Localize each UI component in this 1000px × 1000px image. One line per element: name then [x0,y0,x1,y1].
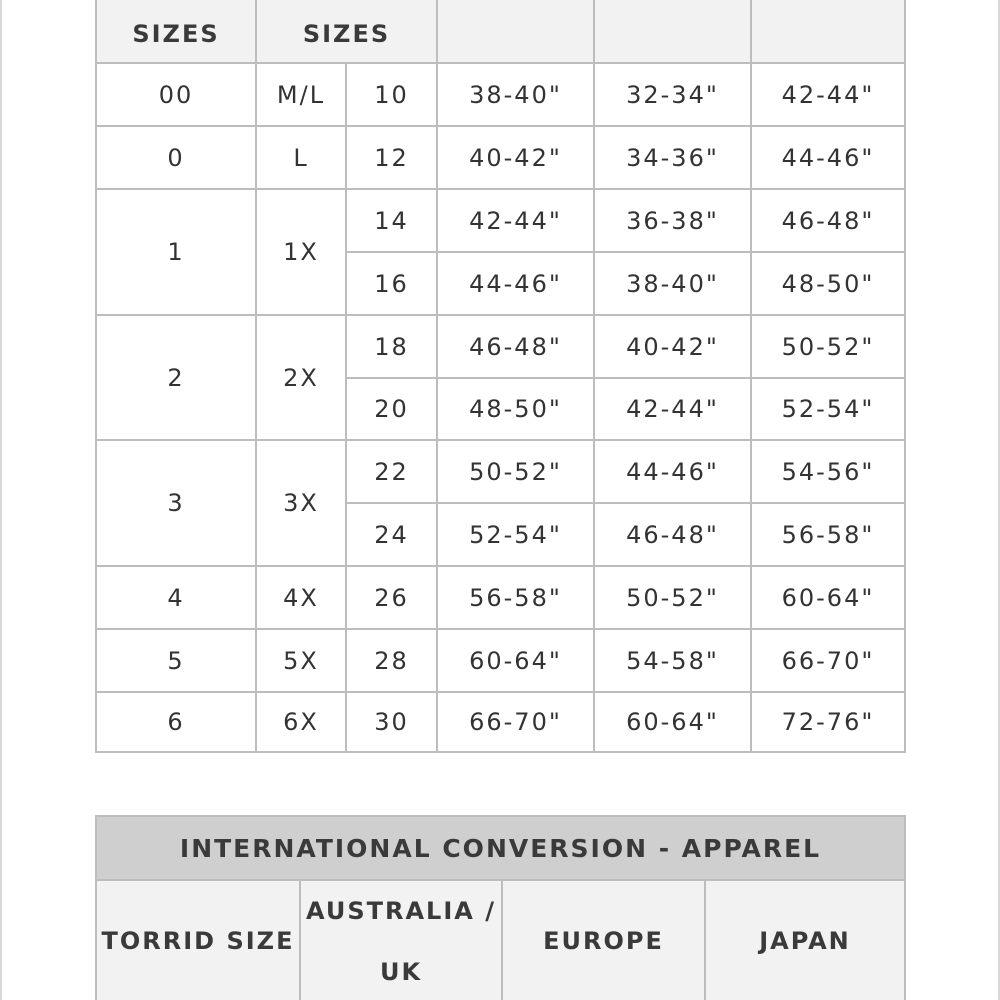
torrid-size-cell: 4 [95,565,257,630]
numeric-size-cell: 24 [345,502,438,567]
torrid-size-cell: 5 [95,628,257,693]
bust-cell: 38-40" [436,62,595,127]
waist-cell: 46-48" [593,502,752,567]
low-hip-cell: 48-50" [750,251,906,316]
numeric-size-cell: 20 [345,377,438,441]
header-australia-uk: AUSTRALIA / UK [299,879,503,1000]
waist-cell: 38-40" [593,251,752,316]
header-low-hip [750,0,906,64]
torrid-size-cell: 1 [95,188,257,316]
header-europe: EUROPE [501,879,706,1000]
waist-cell: 54-58" [593,628,752,693]
bust-cell: 52-54" [436,502,595,567]
bust-cell: 56-58" [436,565,595,630]
alpha-size-cell: 6X [255,691,347,753]
low-hip-cell: 42-44" [750,62,906,127]
numeric-size-cell: 18 [345,314,438,379]
alpha-size-cell: 4X [255,565,347,630]
torrid-size-cell: 6 [95,691,257,753]
low-hip-cell: 60-64" [750,565,906,630]
bust-cell: 66-70" [436,691,595,753]
header-waist [593,0,752,64]
header-torrid-size: TORRID SIZE [95,879,301,1000]
alpha-size-cell: 2X [255,314,347,441]
torrid-size-cell: 0 [95,125,257,190]
torrid-size-cell: 00 [95,62,257,127]
waist-cell: 36-38" [593,188,752,253]
waist-cell: 50-52" [593,565,752,630]
waist-cell: 32-34" [593,62,752,127]
header-standard-sizes: SIZES [255,0,438,64]
numeric-size-cell: 16 [345,251,438,316]
bust-cell: 50-52" [436,439,595,504]
low-hip-cell: 72-76" [750,691,906,753]
numeric-size-cell: 26 [345,565,438,630]
bust-cell: 42-44" [436,188,595,253]
numeric-size-cell: 30 [345,691,438,753]
low-hip-cell: 50-52" [750,314,906,379]
low-hip-cell: 44-46" [750,125,906,190]
numeric-size-cell: 22 [345,439,438,504]
waist-cell: 34-36" [593,125,752,190]
low-hip-cell: 54-56" [750,439,906,504]
header-bust [436,0,595,64]
numeric-size-cell: 28 [345,628,438,693]
waist-cell: 60-64" [593,691,752,753]
bust-cell: 44-46" [436,251,595,316]
alpha-size-cell: 3X [255,439,347,567]
low-hip-cell: 46-48" [750,188,906,253]
waist-cell: 40-42" [593,314,752,379]
bust-cell: 60-64" [436,628,595,693]
torrid-size-cell: 3 [95,439,257,567]
bust-cell: 40-42" [436,125,595,190]
alpha-size-cell: 5X [255,628,347,693]
low-hip-cell: 52-54" [750,377,906,441]
torrid-size-cell: 2 [95,314,257,441]
conversion-title: INTERNATIONAL CONVERSION - APPAREL [95,815,906,881]
waist-cell: 44-46" [593,439,752,504]
numeric-size-cell: 10 [345,62,438,127]
low-hip-cell: 66-70" [750,628,906,693]
numeric-size-cell: 12 [345,125,438,190]
bust-cell: 46-48" [436,314,595,379]
alpha-size-cell: 1X [255,188,347,316]
alpha-size-cell: M/L [255,62,347,127]
bust-cell: 48-50" [436,377,595,441]
header-japan: JAPAN [704,879,906,1000]
header-torrid-sizes: SIZES [95,0,257,64]
alpha-size-cell: L [255,125,347,190]
left-frame-line [0,0,2,1000]
waist-cell: 42-44" [593,377,752,441]
low-hip-cell: 56-58" [750,502,906,567]
numeric-size-cell: 14 [345,188,438,253]
